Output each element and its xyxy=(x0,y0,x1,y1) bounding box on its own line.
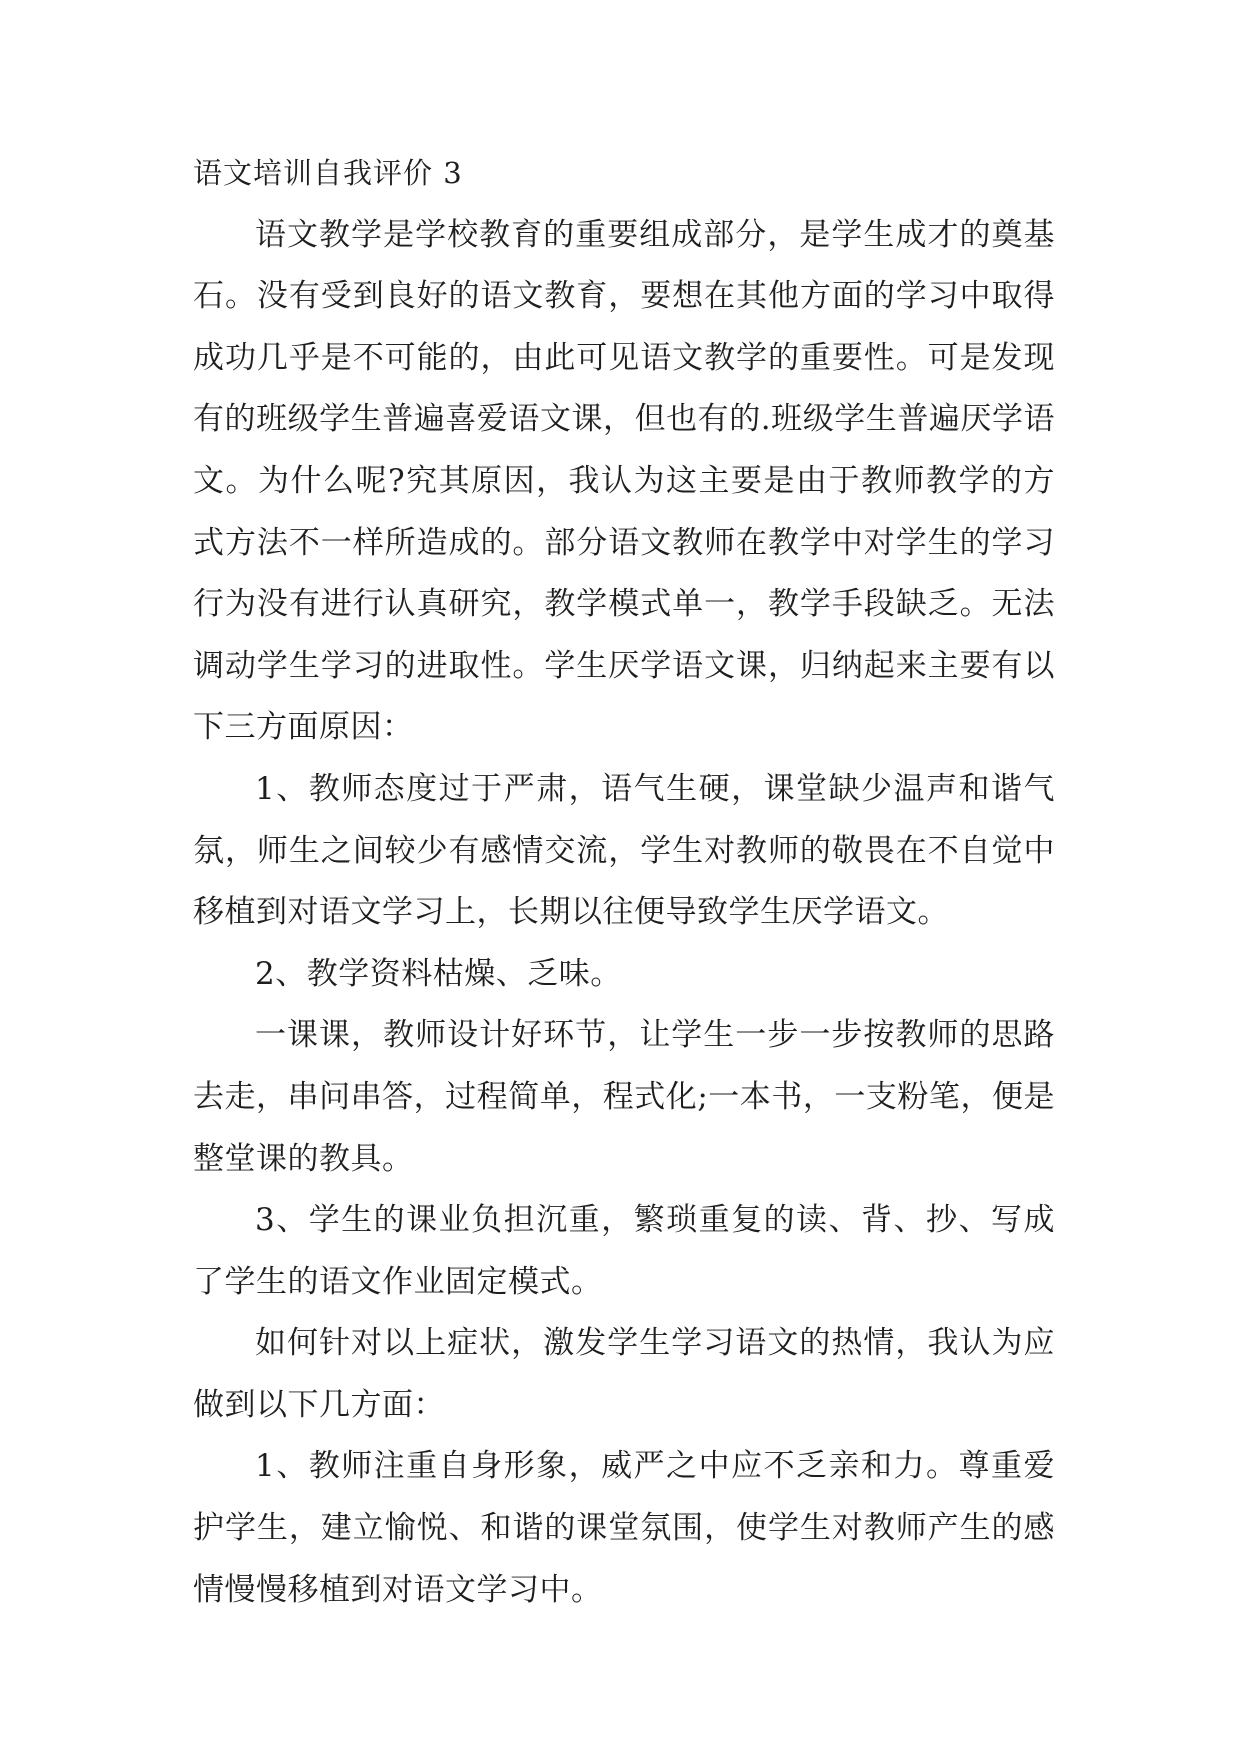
paragraph-intro: 语文教学是学校教育的重要组成部分，是学生成才的奠基石。没有受到良好的语文教育，要想在其他方面的学习中取得成功几乎是不可能的，由此可见语文教学的重要性。可是发现有的班级学生普遍喜爱语文课，但也有的.班级学生普遍厌学语文。为什么呢?究其原因，我认为这主要是由于教师教学的方式方法不一样所造成的。部分语文教师在教学中对学生的学习行为没有进行认真研究，教学模式单一，教学手段缺乏。无法调动学生学习的进取性。学生厌学语文课，归纳起来主要有以下三方面原因： xyxy=(193,216,1055,746)
paragraph-reason-1: 1、教师态度过于严肃，语气生硬，课堂缺少温声和谐气氛，师生之间较少有感情交流，学生对教师的敬畏在不自觉中移植到对语文学习上，长期以往便导致学生厌学语文。 xyxy=(193,770,1055,931)
paragraph-solutions-intro: 如何针对以上症状，激发学生学习语文的热情，我认为应做到以下几方面： xyxy=(193,1325,1055,1423)
document-body xyxy=(193,143,1055,1621)
paragraph-reason-3: 3、学生的课业负担沉重，繁琐重复的读、背、抄、写成了学生的语文作业固定模式。 xyxy=(193,1202,1055,1300)
paragraph-reason-2-detail: 一课课，教师设计好环节，让学生一步一步按教师的思路去走，串问串答，过程简单，程式化;一本书，一支粉笔，便是整堂课的教具。 xyxy=(193,1017,1055,1177)
document-title: 语文培训自我评价 3 xyxy=(193,156,463,190)
paragraph-solution-1: 1、教师注重自身形象，威严之中应不乏亲和力。尊重爱护学生，建立愉悦、和谐的课堂氛围，使学生对教师产生的感情慢慢移植到对语文学习中。 xyxy=(193,1448,1055,1608)
paragraph-reason-2: 2、教学资料枯燥、乏味。 xyxy=(255,955,622,992)
